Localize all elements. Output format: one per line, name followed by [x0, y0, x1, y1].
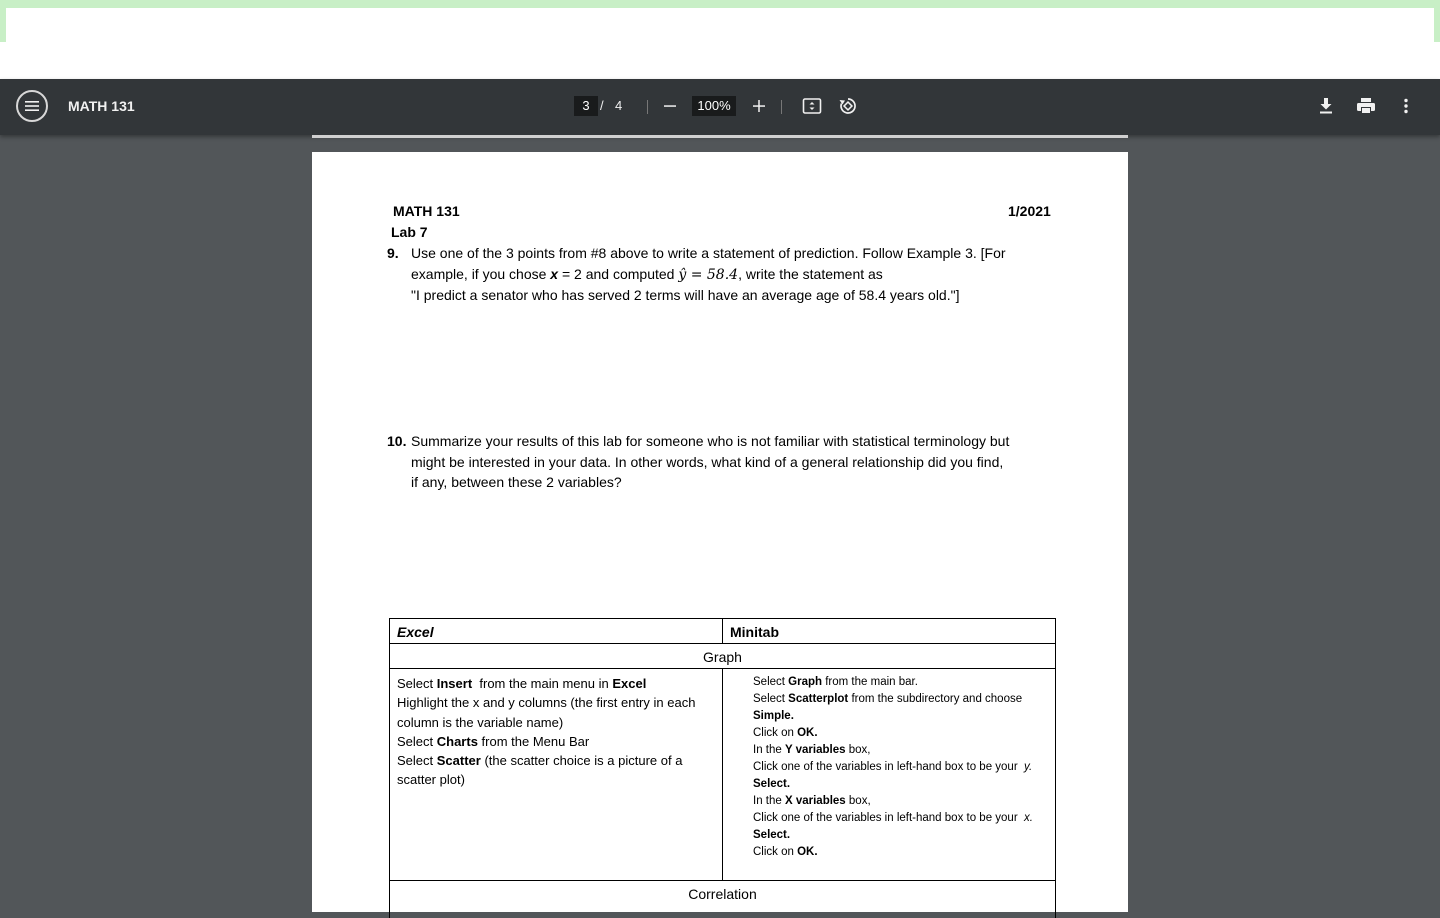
pdf-page	[312, 152, 1128, 912]
question-9-number: 9.	[387, 245, 399, 261]
minitab-step-3: Simple.	[753, 710, 794, 722]
question-9-text	[411, 243, 1061, 306]
q9-line-1: Use one of the 3 points from #8 above to write a statement of prediction. Follow Example 3. [For	[411, 245, 1006, 261]
minitab-step-8: In the X variables box,	[753, 795, 871, 807]
download-icon	[1318, 97, 1334, 115]
browser-top-area	[0, 0, 1440, 79]
rotate-button[interactable]	[837, 95, 859, 117]
minitab-step-7: Select.	[753, 778, 791, 790]
minitab-step-9: Click one of the variables in left-hand box to be your x.	[753, 812, 1033, 824]
browser-accent-left	[0, 8, 6, 42]
header-lab: Lab 7	[391, 224, 428, 240]
q10-line-1: Summarize your results of this lab for someone who is not familiar with statistical terminology but	[411, 433, 1010, 449]
excel-column-header: Excel	[397, 624, 434, 640]
menu-icon	[24, 99, 40, 113]
page-total: 4	[615, 98, 623, 113]
print-button[interactable]	[1355, 95, 1377, 117]
fit-page-button[interactable]	[801, 95, 823, 117]
q10-line-3: if any, between these 2 variables?	[411, 474, 622, 490]
minitab-column-header: Minitab	[730, 624, 779, 640]
q10-line-2: might be interested in your data. In other words, what kind of a general relationship did you find,	[411, 453, 1004, 470]
more-vert-icon	[1403, 98, 1409, 114]
download-button[interactable]	[1315, 95, 1337, 117]
fit-page-icon	[802, 97, 822, 115]
excel-step-4: Select Scatter (the scatter choice is a picture of a scatter plot)	[397, 753, 683, 788]
header-course: MATH 131	[393, 203, 460, 219]
toolbar-divider	[647, 100, 648, 114]
zoom-out-icon	[663, 99, 677, 113]
minitab-step-1: Select Graph from the main bar.	[753, 676, 918, 688]
question-10-text	[411, 431, 1061, 493]
minitab-graph-steps	[753, 674, 1053, 861]
browser-accent-right	[1434, 8, 1440, 42]
question-10-number: 10.	[387, 433, 407, 449]
rotate-icon	[838, 96, 858, 116]
minitab-step-6: Click one of the variables in left-hand box to be your y.	[753, 761, 1033, 773]
q9-line-2: example, if you chose x = 2 and computed ŷ = 58.4, write the statement as	[411, 265, 883, 283]
previous-page-edge	[312, 135, 1128, 138]
excel-step-1: Select Insert from the main menu in Excel	[397, 676, 647, 691]
minitab-step-5: In the Y variables box,	[753, 744, 871, 756]
header-date: 1/2021	[1008, 203, 1051, 219]
zoom-in-button[interactable]	[748, 95, 770, 117]
correlation-section-header: Correlation	[688, 886, 757, 902]
menu-button[interactable]	[16, 90, 48, 122]
excel-graph-steps	[397, 674, 715, 790]
instructions-table	[389, 618, 1056, 918]
excel-step-2: Highlight the x and y columns (the first entry in each column is the variable name)	[397, 695, 696, 730]
zoom-level-input[interactable]: 100%	[692, 96, 736, 116]
print-icon	[1356, 97, 1376, 115]
zoom-in-icon	[752, 99, 766, 113]
page-separator: /	[600, 98, 604, 113]
page-number-input[interactable]: 3	[574, 96, 598, 116]
browser-accent-bar	[0, 0, 1440, 8]
document-title: MATH 131	[68, 98, 135, 114]
zoom-out-button[interactable]	[659, 95, 681, 117]
more-actions-button[interactable]	[1395, 95, 1417, 117]
excel-step-3: Select Charts from the Menu Bar	[397, 733, 590, 749]
graph-section-header: Graph	[703, 649, 742, 665]
minitab-step-4: Click on OK.	[753, 727, 818, 739]
pdf-toolbar	[0, 79, 1440, 135]
toolbar-divider	[781, 100, 782, 114]
minitab-step-11: Click on OK.	[753, 846, 818, 858]
q9-line-3: "I predict a senator who has served 2 terms will have an average age of 58.4 years old."]	[411, 287, 960, 303]
minitab-step-10: Select.	[753, 829, 791, 841]
minitab-step-2: Select Scatterplot from the subdirectory and choose	[753, 693, 1023, 705]
